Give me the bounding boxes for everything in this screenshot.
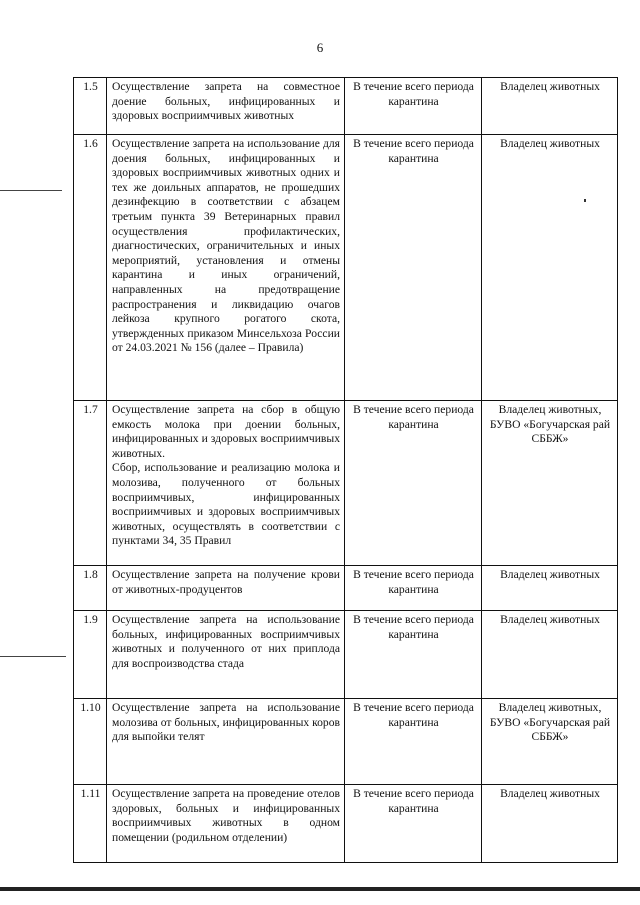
responsible-text: Владелец животных, БУВО «Богучарская рай СББЖ»: [482, 401, 618, 566]
measure-text: Осуществление запрета на использование больных, инфицированных восприимчивых животных и полученного от них приплода для воспроизводства стада: [107, 611, 345, 699]
term-text: В течение всего периода карантина: [345, 785, 482, 863]
table-row: [74, 78, 618, 135]
measure-text: Осуществление запрета на получение крови от животных-продуцентов: [107, 566, 345, 611]
measure-text: Осуществление запрета на использование для доения больных, инфицированных и здоровых восприимчивых животных одних и тех же доильных аппаратов, не прошедших дезинфекцию в соответствии с абзацем третьим пункта 39 Ветеринарных правил осуществления профилактических, диагностических, ограничительных и иных мероприятий, установления и отмены карантина и иных ограничений, направленных на предотвращение распространения и ликвидацию очагов лейкоза крупного рогатого скота, утвержденных приказом Минсельхоза России от 24.03.2021 № 156 (далее – Правила): [107, 135, 345, 401]
row-number: 1.5: [74, 78, 107, 135]
row-number: 1.6: [74, 135, 107, 401]
term-text: В течение всего периода карантина: [345, 699, 482, 785]
table-row: [74, 135, 618, 401]
table-row: [74, 699, 618, 785]
measure-text: Осуществление запрета на сбор в общую емкость молока при доении больных, инфицированных и здоровых восприимчивых животных.: [112, 403, 340, 460]
responsible-text: Владелец животных: [482, 78, 618, 135]
measures-table: [73, 77, 618, 863]
measure-extra-text: Сбор, использование и реализацию молока и молозива, полученного от больных восприимчивых, инфицированных восприимчивых и здоровых восприимчивых животных, осуществлять в соответствии с пунктами 34, 35 Правил: [112, 461, 340, 548]
scan-artifact-line: [0, 190, 62, 191]
table-row: [74, 401, 618, 566]
scan-artifact-dot: [584, 199, 586, 202]
table-row: [74, 611, 618, 699]
term-text: В течение всего периода карантина: [345, 566, 482, 611]
term-text: В течение всего периода карантина: [345, 401, 482, 566]
table-row: [74, 785, 618, 863]
term-text: В течение всего периода карантина: [345, 611, 482, 699]
table-row: [74, 566, 618, 611]
page-number: 6: [316, 40, 324, 55]
responsible-text: Владелец животных: [482, 135, 618, 401]
row-number: 1.11: [74, 785, 107, 863]
responsible-text: Владелец животных: [482, 785, 618, 863]
row-number: 1.10: [74, 699, 107, 785]
responsible-text: Владелец животных: [482, 566, 618, 611]
responsible-text: Владелец животных, БУВО «Богучарская рай СББЖ»: [482, 699, 618, 785]
responsible-text: Владелец животных: [482, 611, 618, 699]
scan-bottom-edge: [0, 887, 640, 891]
term-text: В течение всего периода карантина: [345, 135, 482, 401]
measure-text: Осуществление запрета на проведение отелов здоровых, больных и инфицированных восприимчивых животных в одном помещении (родильном отделении): [107, 785, 345, 863]
row-number: 1.9: [74, 611, 107, 699]
row-number: 1.7: [74, 401, 107, 566]
scan-artifact-line: [0, 656, 66, 657]
measure-cell: [107, 401, 345, 566]
term-text: В течение всего периода карантина: [345, 78, 482, 135]
measure-text: Осуществление запрета на совместное доение больных, инфицированных и здоровых восприимчивых животных: [107, 78, 345, 135]
measure-text: Осуществление запрета на использование молозива от больных, инфицированных коров для выпойки телят: [107, 699, 345, 785]
row-number: 1.8: [74, 566, 107, 611]
